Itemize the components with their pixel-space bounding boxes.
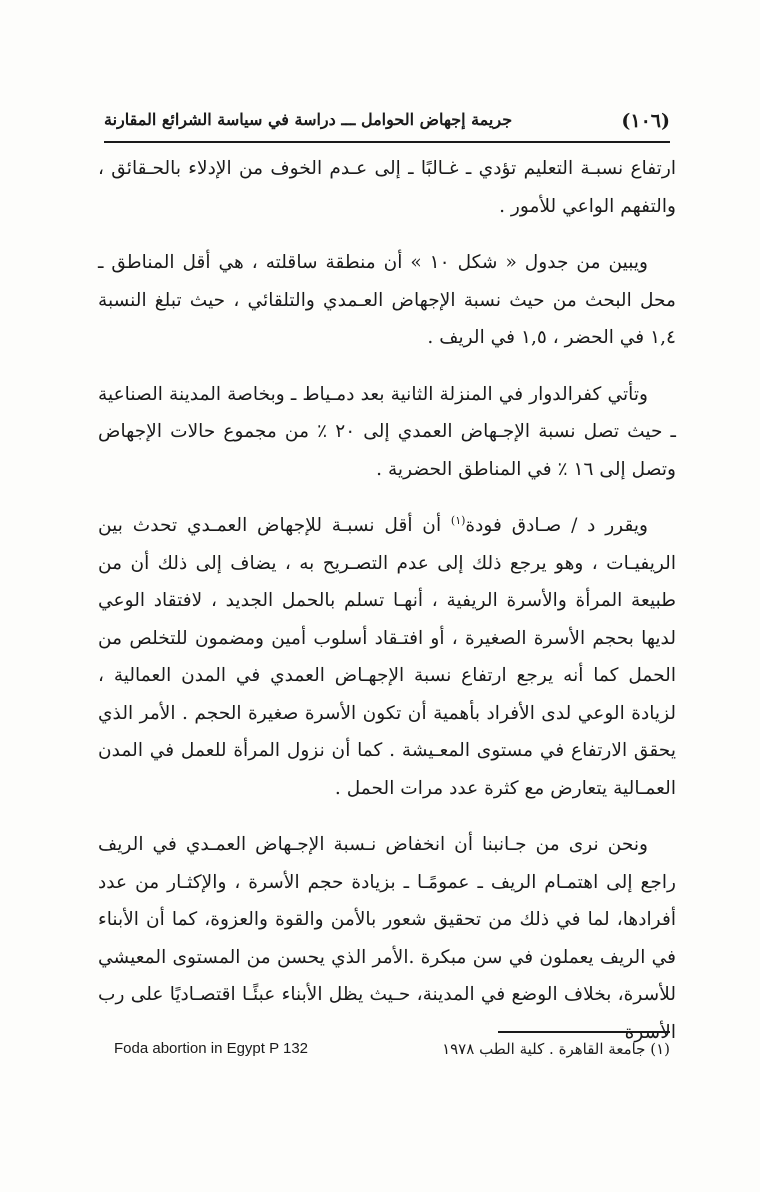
- paragraph: ارتفاع نسبـة التعليم تؤدي ـ غـالبًا ـ إلى عـدم الخوف من الإدلاء بالحـقائق ، والتفهم الواعي للأمور .: [98, 158, 676, 217]
- header-rule: [104, 141, 670, 143]
- page-header: [104, 108, 670, 140]
- page-number: (١٠٦): [621, 110, 670, 132]
- footnote-text: (١) جامعة القاهرة . كلية الطب ١٩٧٨: [442, 1040, 670, 1058]
- paragraph: [98, 507, 676, 807]
- body-text: [98, 150, 676, 1051]
- footnote-citation: Foda abortion in Egypt P 132: [114, 1040, 309, 1057]
- paragraph: ويبين من جدول « شكل ١٠ » أن منطقة ساقلته ، هي أقل المناطق ـ محل البحث من حيث نسبة الإجهاض العـمدي والتلقائي ، حيث تبلغ النسبة ١,٤ في الحضر ، ١,٥ في الريف .: [98, 252, 676, 348]
- paragraph: وتأتي كفرالدوار في المنزلة الثانية بعد دمـياط ـ وبخاصة المدينة الصناعية ـ حيث تصل نسبة الإجـهاض العمدي إلى ٢٠ ٪ من مجموع حالات الإجهاض وتصل إلى ١٦ ٪ في المناطق الحضرية .: [98, 383, 676, 480]
- paragraph: ونحن نرى من جـانبنا أن انخفاض نـسبة الإجـهاض العمـدي في الريف راجع إلى اهتمـام الريف ـ عمومًـا ـ بزيادة حجم الأسرة ، والإكثـار من عدد أفرادها، لما في ذلك من تحقيق شعور بالأمن والقوة والعزوة، كما أن الأبناء في الريف يعملون في سن مبكرة .الأمر الذي يحسن من المستوى المعيشي للأسرة، بخلاف الوضع في المدينة، حـيث يظل الأبناء عبئًـا اقتصـاديًا على رب الأسرة: [98, 834, 676, 1043]
- paragraph-body: أن أقل نسبـة للإجهاض العمـدي تحدث بين الريفيـات ، وهو يرجع ذلك إلى عدم التصـريح به ، يضاف إلى ذلك أن من طبيعة المرأة والأسرة الريفية ، أنهـا تسلم بالحمل الجديد ، لافتقاد الوعي لديها بحجم الأسرة الصغيرة ، أو افتـقاد أسلوب أمين ومضمون للتخلص من الحمل كما أنه يرجع ارتفاع نسبة الإجهـاض العمدي في المدن العمالية ، لزيادة الوعي لدى الأفراد بأهمية أن تكون الأسرة صغيرة الحجم . الأمر الذي يحقق الارتفاع في مستوى المعـيشة . كما أن نزول المرأة للعمل في المدن العمـالية يتعارض مع كثرة عدد مرات الحمل .: [98, 515, 676, 799]
- paragraph-lead: ويقرر د / صـادق فودة: [465, 515, 649, 536]
- running-title: جريمة إجهاض الحوامل ـــ دراسة في سياسة الشرائع المقارنة: [104, 110, 513, 129]
- footnote-reference[interactable]: (١): [450, 513, 466, 527]
- footnote-rule: [498, 1031, 670, 1033]
